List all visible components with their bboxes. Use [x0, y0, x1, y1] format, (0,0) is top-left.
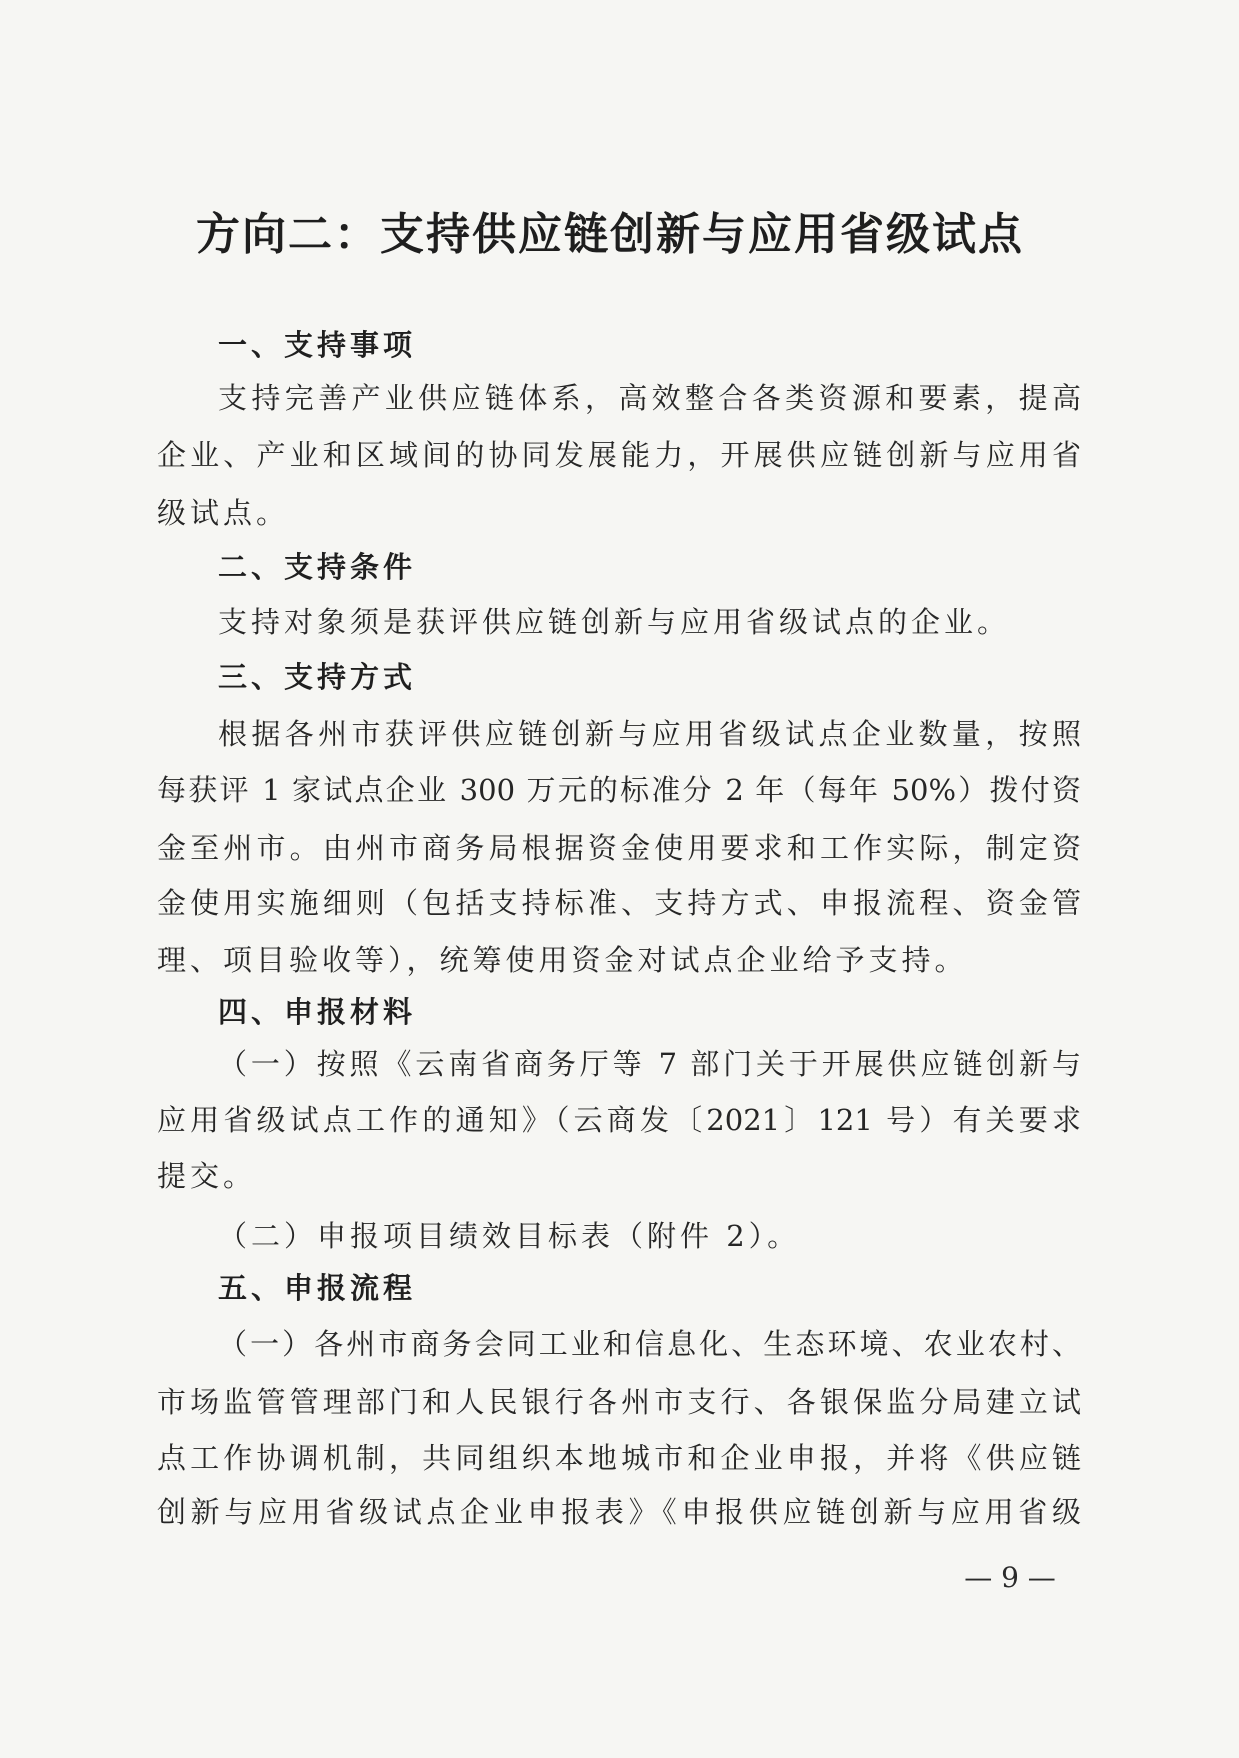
paragraph-line: 提交。	[157, 1160, 257, 1192]
paragraph-line: （一）各州市商务会同工业和信息化、生态环境、农业农村、	[218, 1328, 1081, 1360]
paragraph-line: 支持对象须是获评供应链创新与应用省级试点的企业。	[218, 606, 1011, 638]
page-title: 方向二：支持供应链创新与应用省级试点	[196, 210, 1024, 260]
paragraph-line: 级试点。	[157, 497, 290, 529]
section-heading-support-conditions: 二、支持条件	[218, 550, 417, 584]
paragraph-line: （一）按照《云南省商务厅等 7 部门关于开展供应链创新与	[218, 1048, 1081, 1080]
paragraph-line: 点工作协调机制，共同组织本地城市和企业申报，并将《供应链	[157, 1442, 1081, 1474]
paragraph-line: 金使用实施细则（包括支持标准、支持方式、申报流程、资金管	[157, 887, 1081, 919]
paragraph-line: 企业、产业和区域间的协同发展能力，开展供应链创新与应用省	[157, 439, 1081, 471]
paragraph-line: 支持完善产业供应链体系，高效整合各类资源和要素，提高	[218, 382, 1081, 414]
page-number: — 9 —	[964, 1561, 1056, 1594]
section-heading-support-items: 一、支持事项	[218, 328, 417, 362]
paragraph-line: 创新与应用省级试点企业申报表》《申报供应链创新与应用省级	[157, 1496, 1081, 1528]
paragraph-line: 应用省级试点工作的通知》（云商发〔2021〕121 号）有关要求	[157, 1104, 1081, 1136]
paragraph-line: 理、项目验收等），统筹使用资金对试点企业给予支持。	[157, 944, 968, 976]
paragraph-line: 市场监管管理部门和人民银行各州市支行、各银保监分局建立试	[157, 1386, 1081, 1418]
section-heading-application-materials: 四、申报材料	[218, 995, 417, 1029]
paragraph-line: 每获评 1 家试点企业 300 万元的标准分 2 年（每年 50%）拨付资	[157, 774, 1081, 806]
paragraph-line: 金至州市。由州市商务局根据资金使用要求和工作实际，制定资	[157, 832, 1081, 864]
paragraph-line: （二）申报项目绩效目标表（附件 2）。	[218, 1220, 801, 1252]
paragraph-line: 根据各州市获评供应链创新与应用省级试点企业数量，按照	[218, 718, 1081, 750]
section-heading-support-method: 三、支持方式	[218, 660, 417, 694]
section-heading-application-process: 五、申报流程	[218, 1271, 417, 1305]
